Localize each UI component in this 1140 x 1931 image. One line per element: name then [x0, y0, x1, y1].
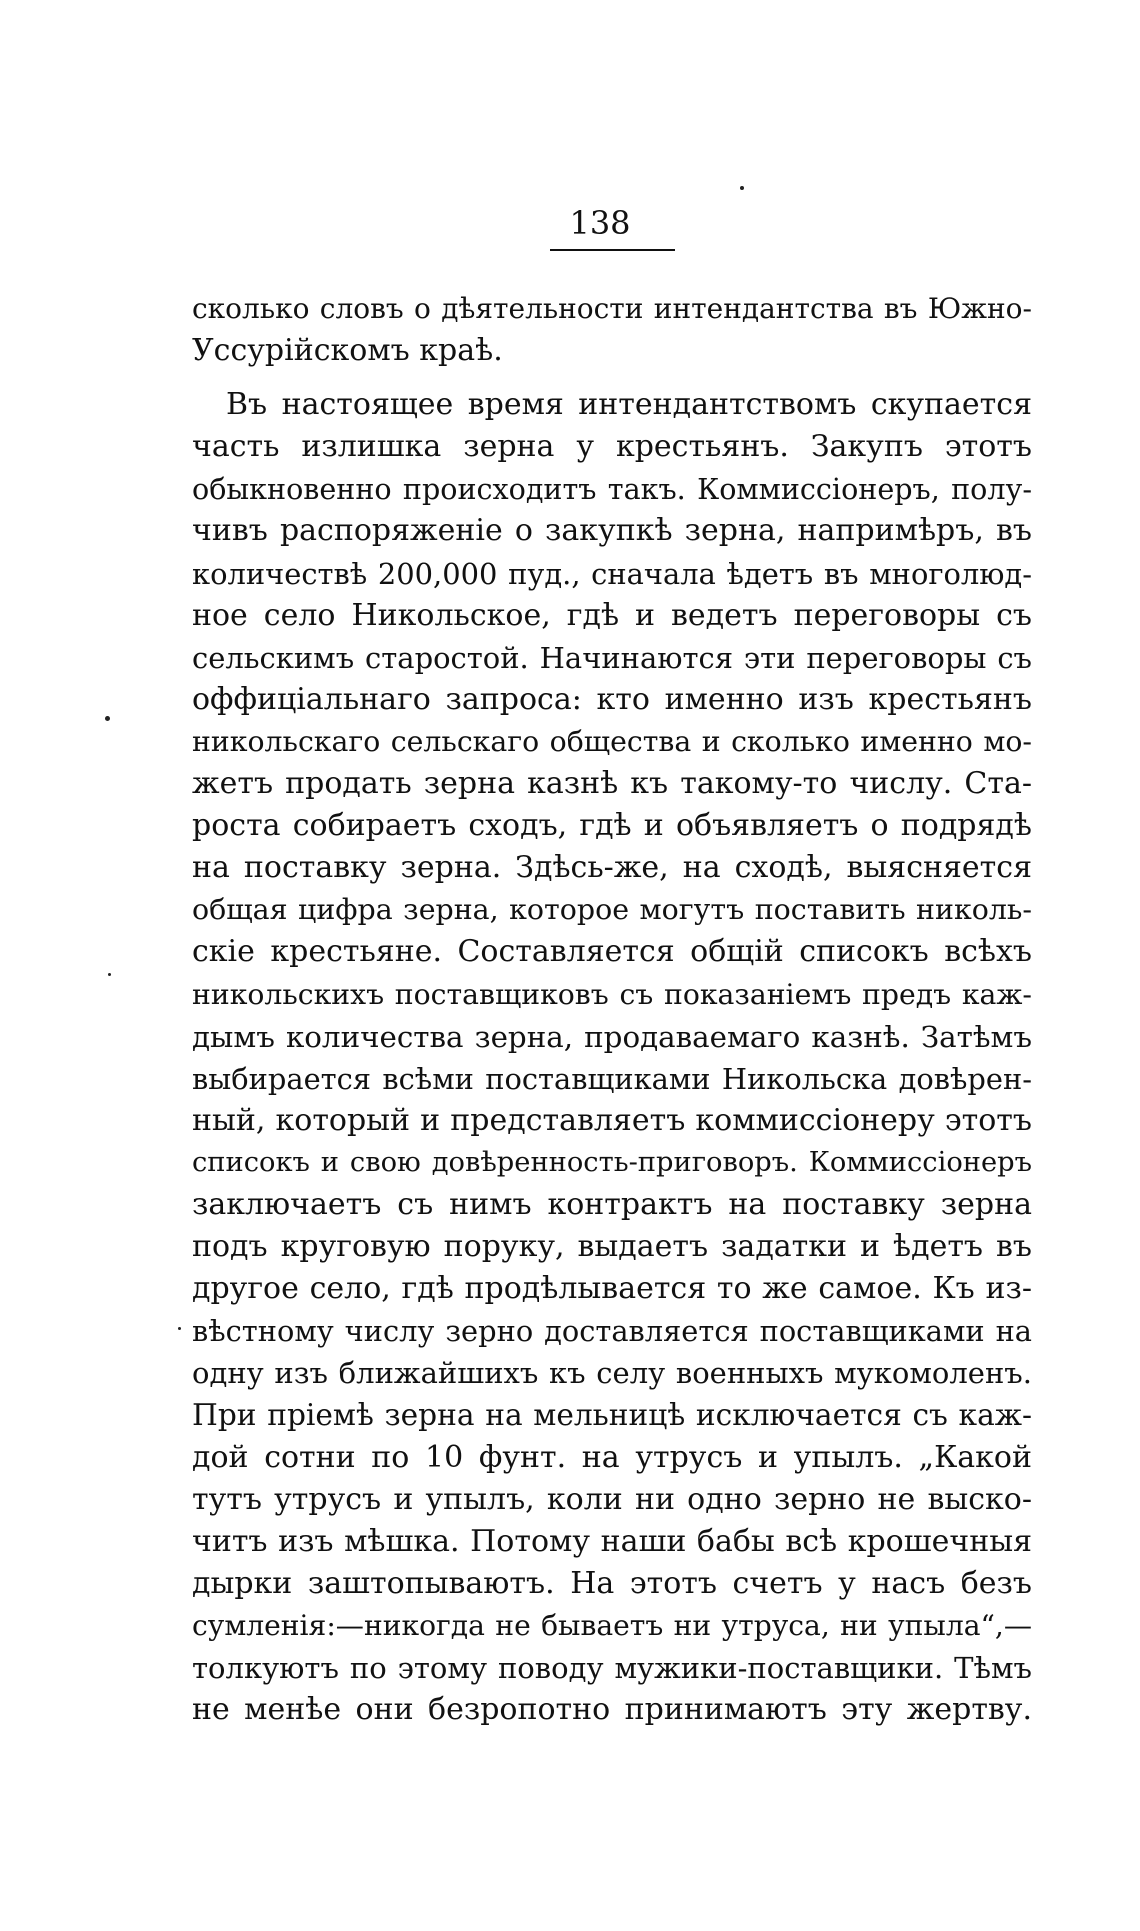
text-line: другое село, гдѣ продѣлывается то же самое. Къ из- [192, 1271, 1032, 1307]
text-line: читъ изъ мѣшка. Потому наши бабы всѣ крошечныя [192, 1523, 1032, 1559]
text-line: тутъ утрусъ и упылъ, коли ни одно зерно не выско- [192, 1481, 1032, 1517]
text-line: жетъ продать зерна казнѣ къ такому-то числу. Ста- [192, 766, 1032, 802]
text-line: заключаетъ съ нимъ контрактъ на поставку зерна [192, 1186, 1032, 1222]
scan-speck [108, 973, 111, 976]
text-line: никольскаго сельскаго общества и сколько именно мо- [192, 724, 1032, 758]
scan-speck [105, 716, 110, 721]
text-line: ное село Никольское, гдѣ и ведетъ переговоры съ [192, 597, 1032, 633]
text-line: на поставку зерна. Здѣсь-же, на сходѣ, выясняется [192, 850, 1032, 886]
text-line: подъ круговую поруку, выдаетъ задатки и ѣдетъ въ [192, 1229, 1032, 1265]
paragraph-1 [192, 288, 1032, 372]
text-line: списокъ и свою довѣренность-приговоръ. Коммиссіонеръ [192, 1146, 1032, 1178]
text-line: При пріемѣ зерна на мельницѣ исключается съ каж- [192, 1397, 1032, 1433]
text-line: количествѣ 200,000 пуд., сначала ѣдетъ въ многолюд- [192, 556, 1032, 591]
text-line: толкуютъ по этому поводу мужики-поставщики. Тѣмъ [192, 1651, 1032, 1685]
text-line: дой сотни по 10 фунт. на утрусъ и упылъ. „Какой [192, 1439, 1032, 1475]
text-line: сельскимъ старостой. Начинаются эти переговоры съ [192, 640, 1032, 675]
scan-speck [178, 1327, 181, 1330]
paragraph-2 [192, 384, 1032, 1731]
text-line: дымъ количества зерна, продаваемаго казнѣ. Затѣмъ [192, 1019, 1032, 1054]
text-line: обыкновенно происходитъ такъ. Коммиссіонеръ, полу- [192, 472, 1032, 507]
text-line: сумленія:—никогда не бываетъ ни утруса, ни упыла“,— [192, 1608, 1032, 1642]
text-line: выбирается всѣми поставщиками Никольска довѣрен- [192, 1061, 1032, 1096]
text-line: не менѣе они безропотно принимаютъ эту жертву. [192, 1692, 1032, 1728]
text-line: ный, который и представляетъ коммиссіонеру этотъ [192, 1102, 1032, 1138]
page-number-rule [550, 249, 675, 251]
text-line: дырки заштопываютъ. На этотъ счетъ у насъ безъ [192, 1565, 1032, 1601]
text-line: роста собираетъ сходъ, гдѣ и объявляетъ о подрядѣ [192, 808, 1032, 844]
text-line: никольскихъ поставщиковъ съ показаніемъ предъ каж- [192, 977, 1032, 1011]
text-line: чивъ распоряженіе о закупкѣ зерна, напримѣръ, въ [192, 513, 1032, 549]
text-line: общая цифра зерна, которое могутъ поставить николь- [192, 893, 1032, 927]
body-text [192, 288, 1032, 1731]
text-line: сколько словъ о дѣятельности интендантства въ Южно- [192, 292, 1032, 325]
paragraph-gap [192, 372, 1032, 384]
text-line: Уссурійскомъ краѣ. [192, 333, 503, 369]
page-number: 138 [569, 204, 631, 242]
scan-speck [740, 186, 744, 190]
text-line: оффиціальнаго запроса: кто именно изъ крестьянъ [192, 681, 1032, 717]
text-line: Въ настоящее время интендантствомъ скупается [226, 387, 1032, 423]
text-line: скіе крестьяне. Составляется общій списокъ всѣхъ [192, 934, 1032, 970]
text-line: одну изъ ближайшихъ къ селу военныхъ мукомоленъ. [192, 1356, 1032, 1391]
text-line: часть излишка зерна у крестьянъ. Закупъ этотъ [192, 429, 1032, 465]
text-line: вѣстному числу зерно доставляется поставщиками на [192, 1314, 1032, 1349]
